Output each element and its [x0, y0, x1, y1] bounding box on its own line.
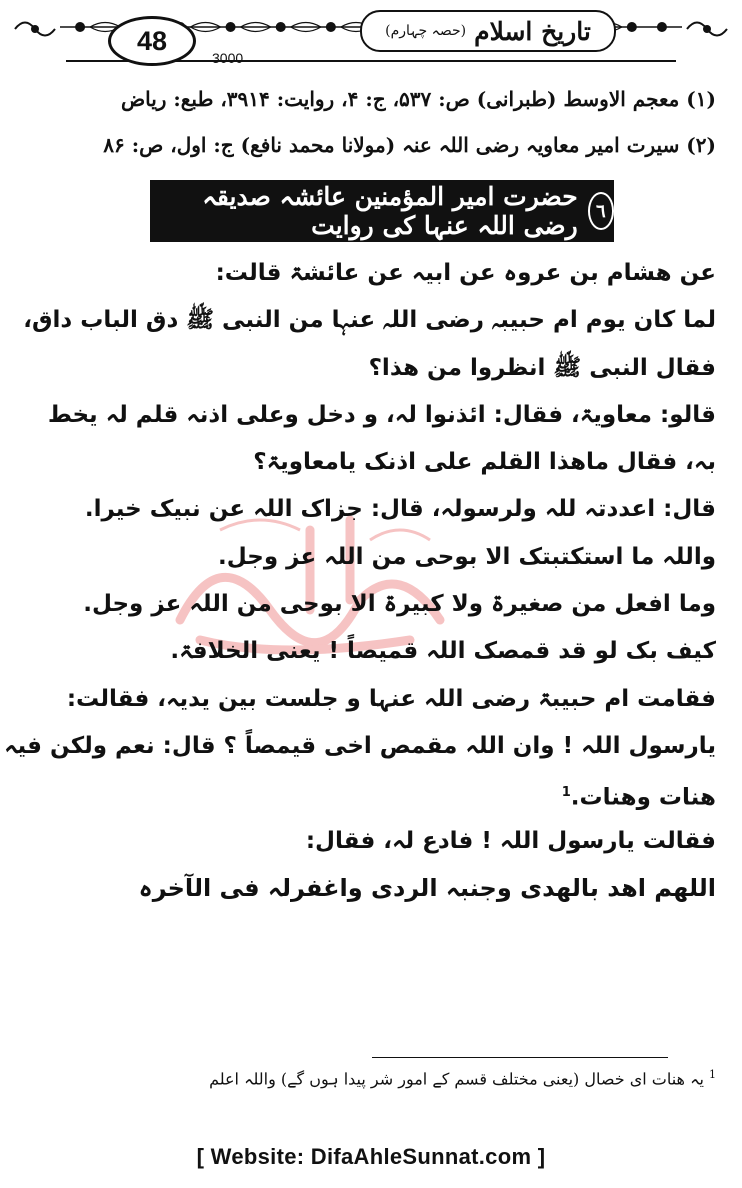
book-volume: (حصہ چہارم) [385, 23, 467, 39]
text-line: بہ، فقال ماھذا القلم علی اذنک یامعاویۃ؟ [253, 449, 716, 476]
header-corner-ornament-right [682, 14, 732, 44]
section-heading-banner [150, 180, 614, 242]
text-line: یارسول اللہ ! وان اللہ مقمص اخی قیمصاً ؟ قال: نعم ولکن فیہ [4, 732, 716, 759]
reference-list [26, 86, 716, 178]
text-line: وما افعل من صغیرۃ ولا کبیرۃ الا بوحی من اللہ عز وجل. [83, 591, 716, 618]
page-header [0, 0, 742, 70]
book-title-cartouche [360, 10, 616, 52]
reference-item: (۲) سیرت امیر معاویہ رضی اللہ عنہ (مولانا محمد نافع) ج: اول، ص: ۸۶ [103, 133, 716, 157]
text-line-with-footnote [24, 778, 716, 825]
header-corner-ornament-left [10, 14, 60, 44]
text-line: لما کان یوم ام حبیبہ رضی اللہ عنہا من النبی ﷺ دق الباب داق، [23, 307, 716, 334]
section-number-badge: ٦ [588, 192, 614, 230]
text-line: اللھم اھد بالھدی وجنبہ الردی واغفرلہ فی الآخرہ [138, 873, 716, 902]
website-footer: [ Website: DifaAhleSunnat.com ] [196, 1144, 546, 1169]
text-line: قال: اعددتہ للہ ولرسولہ، قال: جزاک اللہ عن نبیک خیرا. [84, 496, 716, 523]
text-line: فقالت یارسول اللہ ! فادع لہ، فقال: [305, 827, 716, 854]
footnote-text: یہ ھنات ای خصال (یعنی مختلف قسم کے امور شر پیدا ہوں گے) واللہ اعلم [209, 1069, 704, 1089]
footnote-divider [372, 1057, 668, 1058]
serial-number: 3000 [212, 50, 244, 66]
text-line: قالو: معاویۃ، فقال: ائذنوا لہ، و دخل وعلی اذنہ قلم لہ یخط [47, 401, 716, 428]
text-line: فقال النبی ﷺ انظروا من ھذا؟ [368, 354, 716, 381]
section-title: حضرت امیر المؤمنین عائشہ صدیقہ رضی اللہ عنہا کی روایت [202, 182, 578, 240]
reference-item: (۱) معجم الاوسط (طبرانی) ص: ۵۳۷، ج: ۴، روایت: ۳۹۱۴، طبع: ریاض [120, 87, 716, 111]
text-line: کیف بک لو قد قمصک اللہ قمیصاً ! یعنی الخلافۃ. [170, 638, 716, 665]
text-line: واللہ ما استکتبتک الا بوحی من اللہ عز وجل. [218, 543, 716, 570]
footnote-marker: 1 [709, 1068, 716, 1081]
footnote [156, 1068, 716, 1088]
footnote-reference: 1 [561, 785, 571, 801]
text-line: عن ھشام بن عروہ عن ابیہ عن عائشۃ قالت: [215, 260, 716, 286]
text-line: فقامت ام حبیبۃ رضی اللہ عنہا و جلست بین یدیہ، فقالت: [66, 685, 716, 712]
book-title: تاریخ اسلام [474, 16, 591, 46]
text-line-content: ھنات وھنات. [570, 784, 716, 811]
narration-text [4, 258, 716, 920]
page-number: 48 [108, 16, 196, 66]
